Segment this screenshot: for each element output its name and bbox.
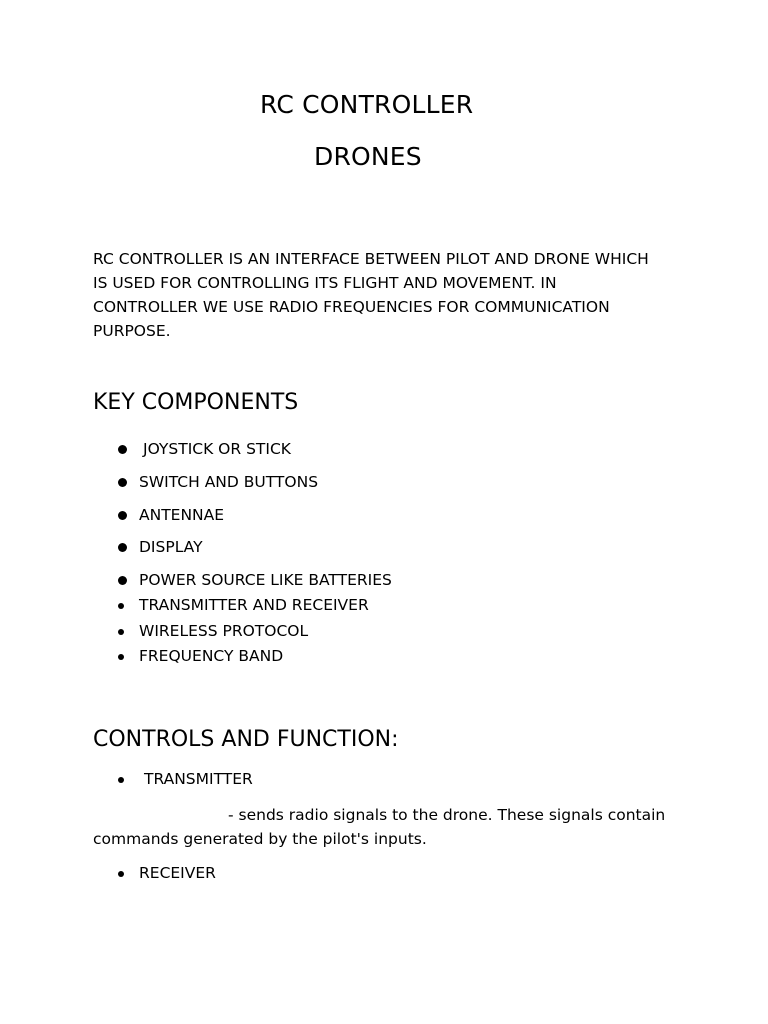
- list-item-label: JOYSTICK OR STICK: [143, 440, 291, 458]
- intro-paragraph: [93, 247, 693, 343]
- bullet-icon: [118, 777, 124, 783]
- receiver-label: RECEIVER: [139, 864, 216, 882]
- intro-line: CONTROLLER WE USE RADIO FREQUENCIES FOR COMMUNICATION: [93, 298, 610, 316]
- controls-heading: CONTROLS AND FUNCTION:: [93, 727, 399, 752]
- transmitter-description-line-1: - sends radio signals to the drone. These signals contain: [228, 806, 666, 824]
- bullet-icon: [118, 445, 127, 454]
- bullet-icon: [118, 478, 127, 487]
- bullet-icon: [118, 543, 127, 552]
- intro-line: RC CONTROLLER IS AN INTERFACE BETWEEN PILOT AND DRONE WHICH: [93, 250, 649, 268]
- bullet-icon: [118, 576, 127, 585]
- bullet-icon: [118, 603, 124, 609]
- intro-line: PURPOSE.: [93, 322, 171, 340]
- list-item-label: ANTENNAE: [139, 506, 225, 524]
- list-item-label: DISPLAY: [139, 538, 203, 556]
- key-components-heading: KEY COMPONENTS: [93, 390, 299, 415]
- list-item-label: WIRELESS PROTOCOL: [139, 622, 309, 640]
- intro-line: IS USED FOR CONTROLLING ITS FLIGHT AND MOVEMENT. IN: [93, 274, 557, 292]
- bullet-icon: [118, 871, 124, 877]
- title-line-2: DRONES: [314, 142, 422, 171]
- transmitter-label: TRANSMITTER: [144, 770, 253, 788]
- list-item-label: FREQUENCY BAND: [139, 647, 284, 665]
- list-item-label: TRANSMITTER AND RECEIVER: [139, 596, 369, 614]
- transmitter-description-line-2: commands generated by the pilot's inputs.: [93, 830, 427, 848]
- bullet-icon: [118, 629, 124, 635]
- list-item-label: SWITCH AND BUTTONS: [139, 473, 319, 491]
- title-line-1: RC CONTROLLER: [260, 90, 474, 119]
- bullet-icon: [118, 511, 127, 520]
- list-item-label: POWER SOURCE LIKE BATTERIES: [139, 571, 392, 589]
- bullet-icon: [118, 654, 124, 660]
